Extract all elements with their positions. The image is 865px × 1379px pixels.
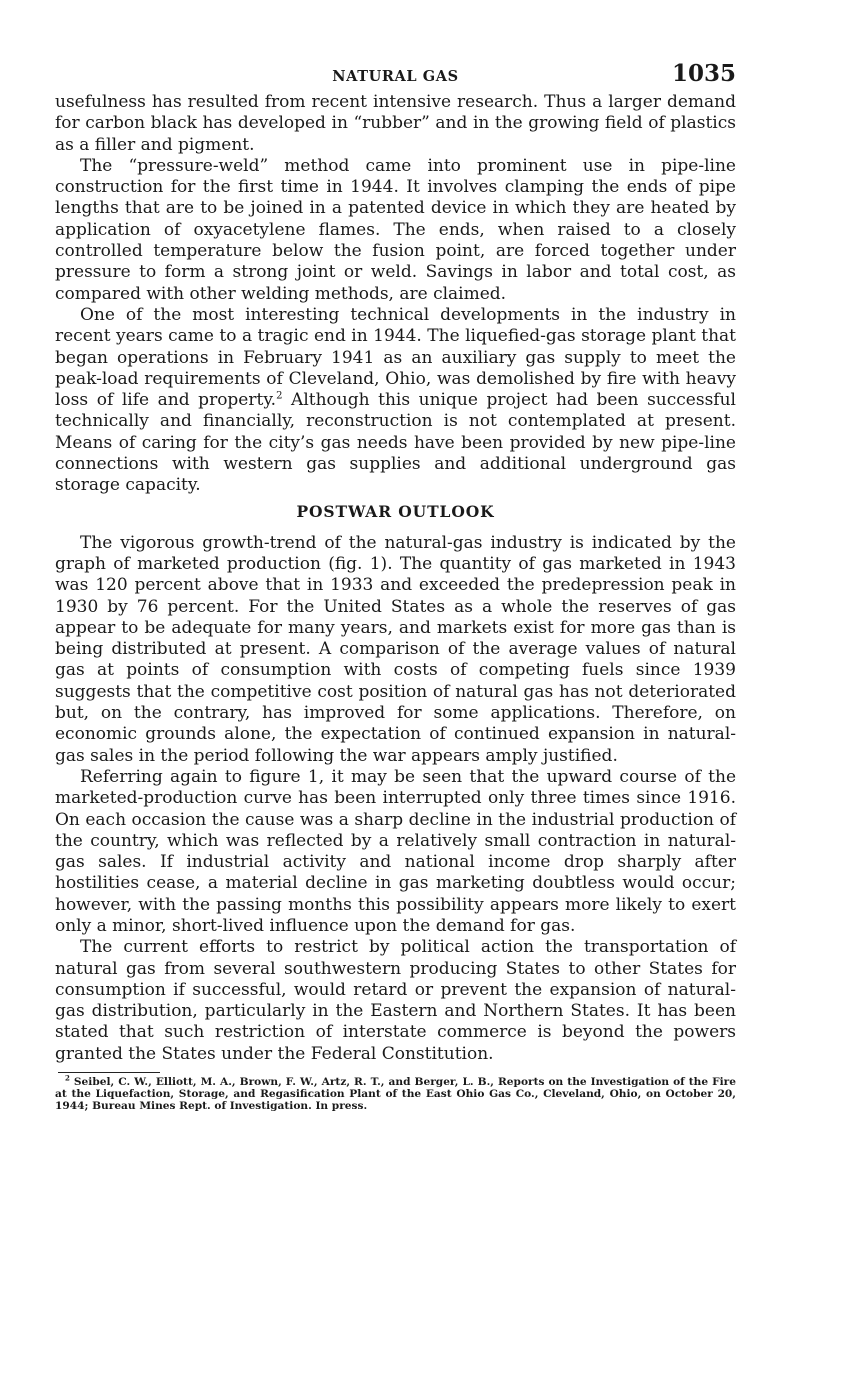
- page-number: 1035: [671, 60, 736, 87]
- footnote-text: Seibel, C. W., Elliott, M. A., Brown, F. W., Artz, R. T., and Berger, L. B., Reports on the Investigation of the Fire at the Liquefaction, Storage, and Regasification Plant of the East Ohio Gas Co., Cleveland, Ohio, on October 20, 1944; Bureau Mines Rept. of Investigation. In press.: [55, 1076, 736, 1112]
- footnote: [55, 1073, 736, 1112]
- footnote-reference: 2: [276, 390, 283, 402]
- paragraph-growth-trend: The vigorous growth-trend of the natural-gas industry is indicated by the graph of marketed production (fig. 1). The quantity of gas marketed in 1943 was 120 percent above that in 1933 and exceeded the predepression peak in 1930 by 76 percent. For the United States as a whole the reserves of gas appear to be adequate for many years, and markets exist for more gas than is being distributed at present. A comparison of the average values of natural gas at points of consumption with costs of competing fuels since 1939 suggests that the competitive cost position of natural gas has not deteriorated but, on the contrary, has improved for some applications. Therefore, on economic grounds alone, the expectation of continued expansion in natural-gas sales in the period following the war appears amply justified.: [55, 532, 736, 766]
- paragraph-figure-reference: Referring again to figure 1, it may be seen that the upward course of the marketed-production curve has been interrupted only three times since 1916. On each occasion the cause was a sharp decline in the industrial production of the country, which was reflected by a relatively small contraction in natural-gas sales. If industrial activity and national income drop sharply after hostilities cease, a material decline in gas marketing doubtless would occur; however, with the passing months this possibility appears more likely to exert only a minor, short-lived influence upon the demand for gas.: [55, 766, 736, 936]
- paragraph-political-action: The current efforts to restrict by political action the transportation of natural gas from several southwestern producing States to other States for consumption if successful, would retard or prevent the expansion of natural-gas distribution, particularly in the Eastern and Northern States. It has been stated that such restriction of interstate commerce is beyond the powers granted the States under the Federal Constitution.: [55, 937, 736, 1064]
- paragraph-pressure-weld: The “pressure-weld” method came into prominent use in pipe-line construction for the first time in 1944. It involves clamping the ends of pipe lengths that are to be joined in a patented device in which they are heated by application of oxyacetylene flames. The ends, when raised to a closely controlled temperature below the fusion point, are forced together under pressure to form a strong joint or weld. Savings in labor and total cost, as compared with other welding methods, are claimed.: [55, 155, 736, 304]
- paragraph-text: Although this unique project had been successful technically and financially, reconstruction is not contemplated at present. Means of caring for the city’s gas needs have been provided by new pipe-line connections with western gas supplies and additional underground gas storage capacity.: [55, 390, 736, 496]
- footnote-divider: [58, 1072, 160, 1073]
- body-text: [55, 92, 736, 1065]
- document-page: [55, 58, 736, 1112]
- paragraph-text: One of the most interesting technical developments in the industry in recent years came to a tragic end in 1944. The liquefied-gas storage plant that began operations in February 1941 as an auxiliary gas supply to meet the peak-load requirements of Cleveland, Ohio, was demolished by fire with heavy loss of life and property.: [55, 304, 736, 411]
- running-title: NATURAL GAS: [332, 68, 459, 85]
- paragraph-continued: usefulness has resulted from recent intensive research. Thus a larger demand for carbon black has developed in “rubber” and in the growing field of plastics as a filler and pigment.: [55, 92, 736, 155]
- running-header: [55, 58, 736, 92]
- section-heading: POSTWAR OUTLOOK: [296, 501, 495, 521]
- footnote-marker: 2: [65, 1073, 70, 1083]
- paragraph-liquefied-gas: [55, 305, 736, 497]
